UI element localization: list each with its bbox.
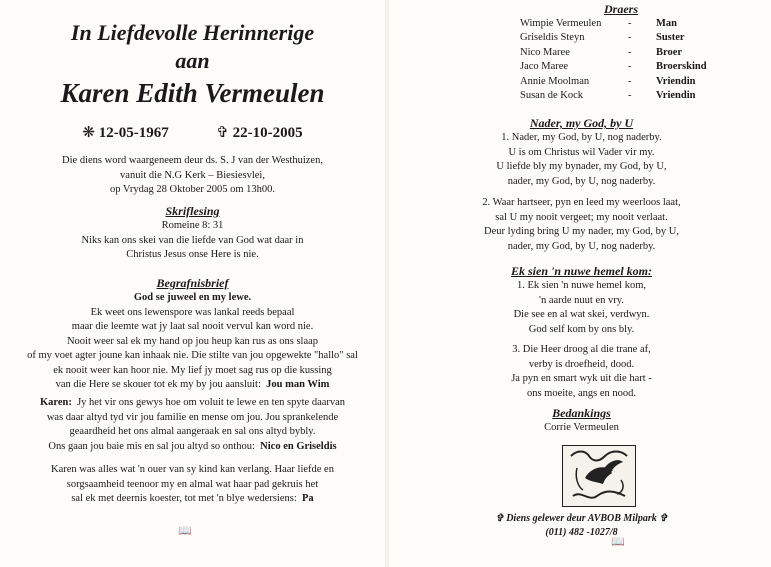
karen-label: Karen: (39, 397, 72, 408)
karen-line: was daar altyd tyd vir jou familie en mense om jou. Jou sprankelende (46, 411, 339, 423)
begrafnisbrief-heading: Begrafnisbrief (156, 276, 229, 290)
draer-relation: Broerskind (656, 61, 707, 73)
hymn-line: ons moeite, angs en nood. (526, 387, 637, 399)
karen-first-text: Jy het vir ons gewys hoe om voluit te lewe en ten spyte daarvan (77, 397, 346, 408)
draer-sep: - (628, 90, 632, 102)
right-page (392, 0, 771, 567)
table-row (520, 16, 707, 31)
draer-name: Annie Moolman (520, 75, 590, 87)
title-line-1: In Liefdevolle Herinnerige (70, 20, 315, 45)
book-icon: 📖 (611, 536, 625, 548)
bedankings-name: Corrie Vermeulen (544, 422, 619, 433)
letter-signature: Jou man Wim (266, 379, 330, 390)
draer-name: Susan de Kock (520, 90, 583, 102)
father-line: Karen was alles wat 'n ouer van sy kind kan verlang. Haar liefde en (51, 464, 334, 475)
draer-sep: - (628, 75, 632, 87)
skriflesing-ref: Romeine 8: 31 (161, 220, 224, 231)
hymn-line: nader, my God, by U, nog naderby. (507, 240, 656, 252)
dove-emblem-icon (562, 445, 636, 507)
draer-name: Wimpie Vermeulen (520, 17, 602, 29)
service-line: op Vrydag 28 Oktober 2005 om 13h00. (109, 184, 276, 195)
karen-tribute (0, 396, 385, 454)
table-row (520, 60, 707, 75)
karen-last-text: Ons gaan jou baie mis en sal jou altyd so onthou: (48, 440, 255, 452)
father-line: sorgsaamheid teenoor my en almal wat haar pad gekruis het (66, 478, 319, 490)
hymn2-heading: Ek sien 'n nuwe hemel kom: (510, 264, 653, 278)
cross-icon: ✞ (216, 125, 229, 141)
dates-row (0, 123, 385, 142)
draer-name: Griseldis Steyn (520, 32, 585, 44)
death-date: 22-10-2005 (232, 125, 303, 141)
karen-first-line (0, 396, 385, 411)
service-line: vanuit die N.G Kerk – Biesiesvlei, (120, 169, 265, 181)
draers-heading: Draers (604, 2, 639, 16)
service-line: Die diens word waargeneem deur ds. S. J van der Westhuizen, (62, 155, 323, 166)
hymn-line: God self kom by ons bly. (528, 323, 635, 335)
hymn-line: 1. Nader, my God, by U, nog naderby. (501, 132, 662, 143)
hymn1-verse2 (392, 196, 771, 254)
father-last-line (0, 492, 385, 507)
table-row (520, 89, 707, 104)
footer-service-line: ✞ Diens gelewer deur AVBOB Milpark ✞ (495, 513, 668, 524)
draer-name: Jaco Maree (520, 61, 569, 73)
table-row (520, 74, 707, 89)
draer-relation: Vriendin (656, 90, 696, 102)
draer-name: Nico Maree (520, 46, 570, 58)
letter-line: Ek weet ons lewenspore was lankal reeds bepaal (90, 306, 295, 318)
hymn1-heading: Nader, my God, by U (529, 116, 634, 130)
draer-sep: - (628, 46, 632, 58)
hymn-line: 1. Ek sien 'n nuwe hemel kom, (516, 280, 647, 291)
deceased-name: Karen Edith Vermeulen (60, 78, 325, 108)
hymn-line: verby is droefheid, dood. (528, 358, 635, 370)
draer-relation: Man (656, 17, 677, 29)
hymn-line: 3. Die Heer droog al die trane af, (512, 344, 651, 355)
draer-relation: Suster (656, 32, 685, 44)
letter-line: of my voet agter joune kan inhaak nie. Die stilte van jou opgewekte "hallo" sal (27, 350, 358, 361)
hymn-line: sal U my nooit vergeet; my nooit verlaat. (495, 211, 668, 223)
hymn-line: Deur lyding bring U my nader, my God, by U, (484, 226, 679, 237)
letter-last-text: van die Here se skouer tot ek my by jou aansluit: (55, 379, 261, 390)
star-icon: ❋ (82, 125, 95, 141)
skriflesing-line: Christus Jesus onse Here is nie. (126, 249, 259, 260)
table-row (520, 31, 707, 46)
skriflesing-section (0, 204, 385, 263)
father-signature: Pa (302, 493, 314, 504)
father-tribute (0, 463, 385, 507)
father-last-text: sal ek met deernis koester, tot met 'n blye wedersiens: (71, 493, 297, 504)
draer-relation: Vriendin (656, 75, 696, 87)
skriflesing-line: Niks kan ons skei van die liefde van God wat daar in (81, 234, 304, 246)
left-page (0, 0, 385, 567)
birth-date: 12-05-1967 (98, 125, 169, 141)
draer-relation: Broer (656, 46, 683, 58)
table-row (520, 45, 707, 60)
hymn-line: Die see en al wat skei, verdwyn. (513, 309, 650, 320)
draer-sep: - (628, 61, 632, 73)
karen-line: geaardheid het ons almal aangeraak en sal ons altyd bybly. (69, 426, 316, 437)
hymn-line: Ja pyn en smart wyk uit die hart - (511, 373, 652, 384)
begrafnisbrief-section (0, 276, 385, 393)
letter-subtitle: God se juweel en my lewe. (133, 292, 252, 303)
hymn-line: 2. Waar hartseer, pyn en leed my weerloos laat, (482, 197, 681, 208)
book-icon: 📖 (178, 525, 192, 537)
letter-line: ek nooit weer kan hoor nie. My lief jy moet sag rus op die kussing (53, 364, 332, 376)
skriflesing-heading: Skriflesing (165, 204, 220, 218)
hymn2-verse2 (392, 343, 771, 401)
bedankings-heading: Bedankings (552, 406, 611, 420)
letter-last-line (0, 378, 385, 393)
hymn2-section (392, 264, 771, 337)
hymn1-section (392, 116, 771, 189)
title-line-2: aan (175, 48, 210, 73)
hymn-line: 'n aarde nuut en vry. (539, 294, 624, 306)
letter-line: Nooit weer sal ek my hand op jou heup kan rus as ons slaap (66, 335, 319, 347)
service-info (0, 154, 385, 198)
draers-table (520, 16, 707, 103)
hymn-line: U is om Christus wil Vader vir my. (508, 146, 655, 158)
hymn-line: U liefde bly my bynader, my God, by U, (496, 161, 667, 172)
footer-phone: (011) 482 -1027/8 (545, 527, 618, 538)
letter-line: maar die leemte wat jy laat sal nooit vervul kan word nie. (71, 321, 314, 332)
karen-last-line (0, 440, 385, 455)
page-fold (385, 0, 389, 567)
footer (392, 512, 771, 540)
hymn-line: nader, my God, by U, nog naderby. (507, 175, 656, 187)
draer-sep: - (628, 32, 632, 44)
bedankings-section (392, 406, 771, 436)
draer-sep: - (628, 17, 632, 29)
karen-signature: Nico en Griseldis (260, 440, 337, 452)
dove-emblem-graphic (563, 446, 635, 506)
